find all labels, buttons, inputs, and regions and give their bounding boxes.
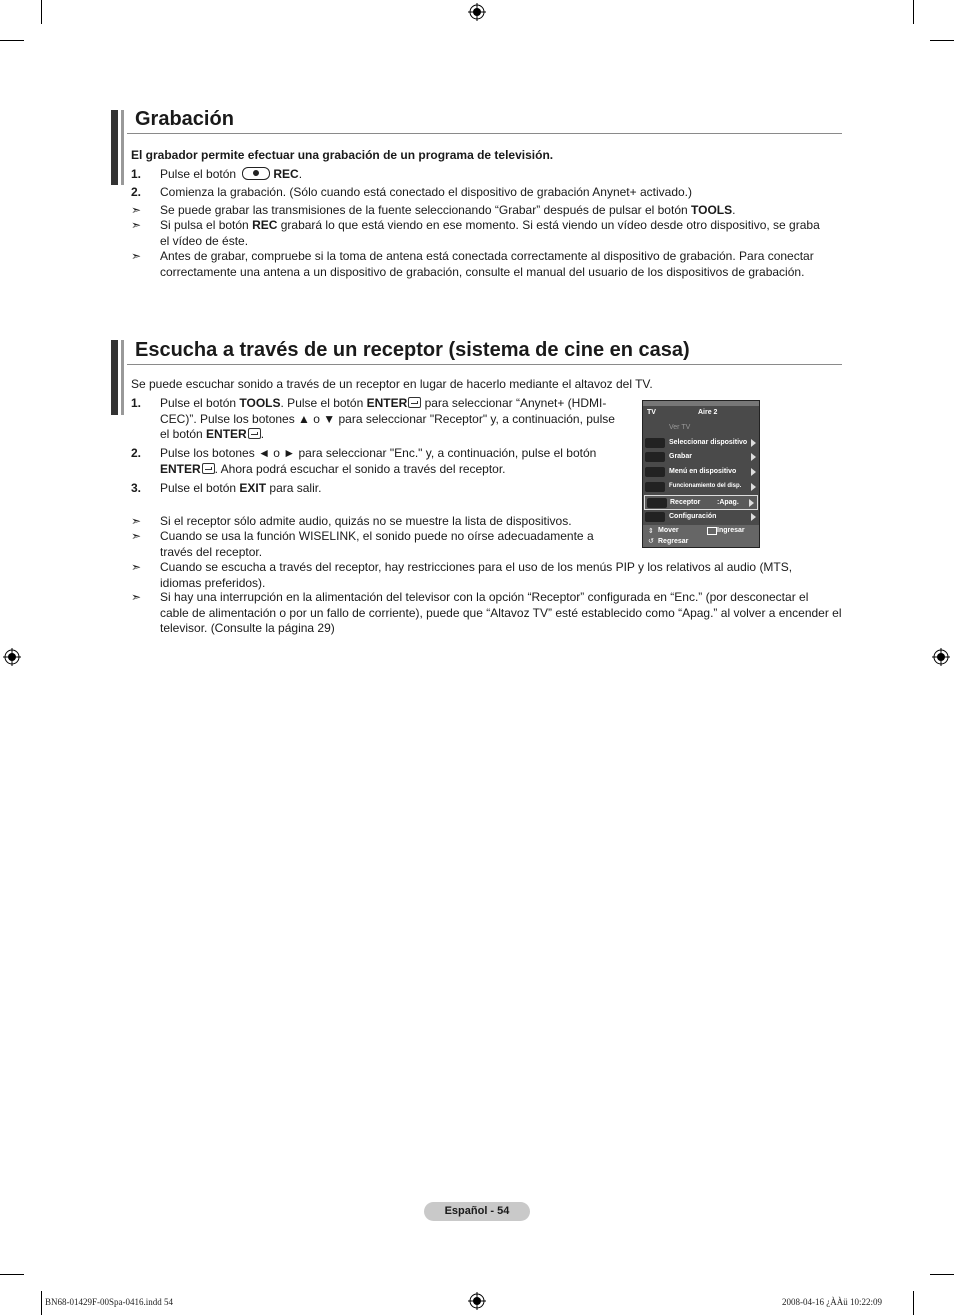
device-icon <box>645 438 665 448</box>
note-text: Cuando se escucha a través del receptor, hay restricciones para el uso de los menús PIP y los relativos al audio (MTS, idiomas preferidos). <box>160 560 793 590</box>
arrow-right-icon <box>751 439 756 447</box>
registration-mark-icon <box>468 1292 486 1310</box>
note-text: Antes de grabar, compruebe si la toma de antena está conectada correctamente al dispositivo de grabación. Para conectar correctamente una antena a un dispositivo de grabación, consulte el manual del usuario de los dispositivos de grabación. <box>160 249 814 279</box>
step-number: 1. <box>131 396 142 410</box>
tv-menu-item: Configuración <box>643 510 759 524</box>
note-arrow-icon: ➣ <box>131 514 142 528</box>
recorder-icon <box>645 452 665 462</box>
note-arrow-icon: ➣ <box>131 529 142 543</box>
crop-mark <box>913 0 914 24</box>
crop-mark <box>0 1274 24 1275</box>
section-rule <box>127 133 842 134</box>
tv-menu-source: TV <box>647 409 656 416</box>
crop-mark <box>41 0 42 24</box>
enter-icon <box>408 397 421 408</box>
crop-mark <box>930 40 954 41</box>
page-number: Español - 54 <box>424 1202 530 1221</box>
section-title: Escucha a través de un receptor (sistema de cine en casa) <box>135 339 690 361</box>
note-arrow-icon: ➣ <box>131 560 142 574</box>
receiver-icon <box>647 498 667 508</box>
note-text: Se puede grabar las transmisiones de la fuente seleccionando “Grabar” después de pulsar el botón TOOLS. <box>160 203 736 217</box>
tv-menu-footer: ⇕ Mover Ingresar ↺ Regresar <box>643 525 759 547</box>
arrow-right-icon <box>751 513 756 521</box>
tv-menu-item: Menú en dispositivo <box>643 465 759 479</box>
note-arrow-icon: ➣ <box>131 203 142 217</box>
step-number: 2. <box>131 185 142 199</box>
arrow-right-icon <box>749 499 754 507</box>
tv-menu-item: Funcionamiento del disp. <box>643 480 759 494</box>
tv-menu-channel: Aire 2 <box>698 409 718 416</box>
note-text: Cuando se usa la función WISELINK, el sonido puede no oírse adecuadamente a través del receptor. <box>160 529 594 559</box>
arrow-right-icon <box>751 483 756 491</box>
note-text: Si hay una interrupción en la alimentación del televisor con la opción “Receptor” configurada en “Enc.” (por desconectar el cable de alimentación o por un fallo de corriente), puede que “Altavoz TV” esté establecido como “Apag.” al volver a encender el televisor. (Consulte la página 29) <box>160 590 842 635</box>
step-number: 2. <box>131 446 142 460</box>
print-slug-right: 2008-04-16 ¿ÀÀü 10:22:09 <box>782 1297 882 1307</box>
move-icon: ⇕ <box>648 528 654 535</box>
step-text: Pulse el botón EXIT para salir. <box>160 481 322 495</box>
step-number: 3. <box>131 481 142 495</box>
note-arrow-icon: ➣ <box>131 218 142 232</box>
note-text: Si pulsa el botón REC grabará lo que está viendo en ese momento. Si está viendo un vídeo desde otro dispositivo, se graba el vídeo de éste. <box>160 218 820 248</box>
tv-menu-screenshot <box>642 400 760 548</box>
section-bar <box>111 340 118 415</box>
crop-mark <box>41 1291 42 1315</box>
step-text: Pulse el botón TOOLS. Pulse el botón ENTER para seleccionar “Anynet+ (HDMI- CEC)”. Pulse los botones ▲ o ▼ para seleccionar "Receptor" y, a continuación, pulse el botón ENTER . <box>160 396 615 441</box>
section-intro: Se puede escuchar sonido a través de un receptor en lugar de hacerlo mediante el altavoz del TV. <box>131 377 653 391</box>
device-menu-icon <box>645 467 665 477</box>
tv-menu-topbar <box>643 401 759 406</box>
step-text: Pulse los botones ◄ o ► para seleccionar "Enc." y, a continuación, pulse el botón ENTER . Ahora podrá escuchar el sonido a través del receptor. <box>160 446 597 476</box>
crop-mark <box>913 1291 914 1315</box>
section-intro: El grabador permite efectuar una grabación de un programa de televisión. <box>131 148 554 162</box>
section-bar <box>111 110 118 185</box>
registration-mark-icon <box>468 3 486 21</box>
tv-menu-item-selected: Receptor :Apag. <box>644 495 758 510</box>
crop-mark <box>0 40 24 41</box>
registration-mark-icon <box>932 648 950 666</box>
section-bar <box>121 110 124 185</box>
return-icon: ↺ <box>648 538 654 545</box>
note-text: Si el receptor sólo admite audio, quizás no se muestre la lista de dispositivos. <box>160 514 572 528</box>
tv-menu-item: Seleccionar dispositivo <box>643 436 759 450</box>
settings-icon <box>645 512 665 522</box>
crop-mark <box>930 1274 954 1275</box>
tv-menu-item: Grabar <box>643 450 759 464</box>
print-slug-left: BN68-01429F-00Spa-0416.indd 54 <box>45 1297 173 1307</box>
step-text: Comienza la grabación. (Sólo cuando está conectado el dispositivo de grabación Anynet+ activado.) <box>160 185 693 199</box>
section-title: Grabación <box>135 108 234 130</box>
info-button-icon <box>242 167 270 180</box>
section-rule <box>127 364 842 365</box>
note-arrow-icon: ➣ <box>131 249 142 263</box>
step-number: 1. <box>131 167 142 181</box>
arrow-right-icon <box>751 468 756 476</box>
device-operation-icon <box>645 482 665 492</box>
enter-icon <box>707 527 717 535</box>
step-text: Pulse el botón REC. <box>160 167 303 181</box>
tv-menu-item: Ver TV <box>669 424 691 431</box>
section-bar <box>121 340 124 415</box>
arrow-right-icon <box>751 453 756 461</box>
enter-icon <box>248 428 261 439</box>
note-arrow-icon: ➣ <box>131 590 142 604</box>
enter-icon <box>202 463 215 474</box>
registration-mark-icon <box>3 648 21 666</box>
